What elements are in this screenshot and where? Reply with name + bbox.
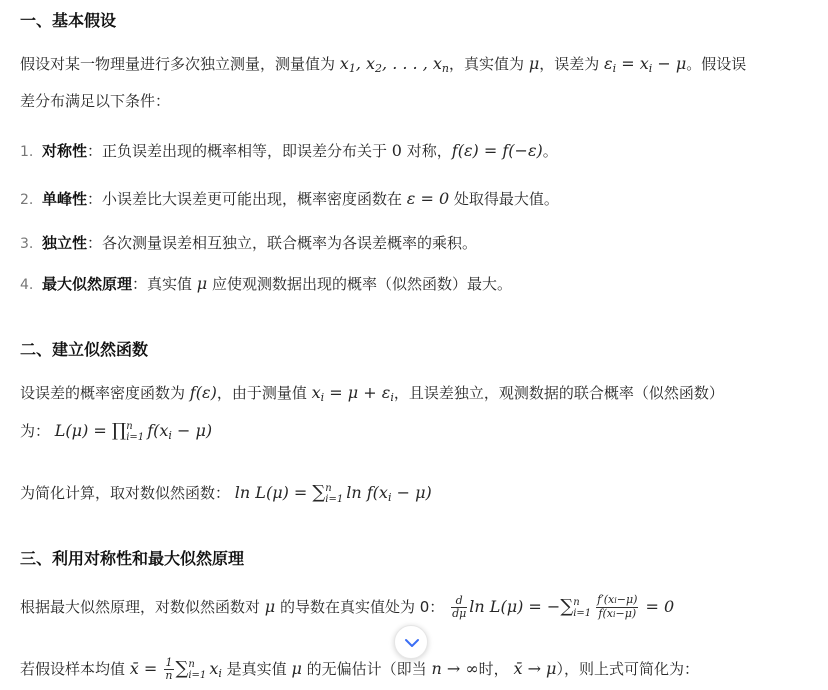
math-measurements: $x_1$, $x_2$, . . . , $x_n$ bbox=[339, 54, 450, 75]
section3-derivative: 根据最大似然原理，对数似然函数对 μ 的导数在真实值处为 0： $\frac{d}{d\mu}$ ln L(μ) = −∑ n i=1 $\frac{f'(xi-\mu)}{f(xi-\mu)}$ = 0 bbox=[20, 593, 675, 620]
section-heading-3: 三、利用对称性和最大似然原理 bbox=[20, 549, 245, 568]
math-pdf: f(ε) bbox=[189, 383, 217, 402]
list-item: 3. 独立性：各次测量误差相互独立，联合概率为各误差概率的乘积。 bbox=[20, 234, 478, 252]
section3-mean: 若假设样本均值 x̄ = $\frac{1}{n}$ ∑ n i=1 $x_i$ 是真实值 μ 的无偏估计（即当 n → ∞时， x̄ → μ），则上式可简化为： bbox=[20, 656, 699, 682]
math-symmetry: f(ε) = f(−ε) bbox=[451, 141, 543, 160]
math-error-def: $\varepsilon_i = x_i - \mu$ bbox=[604, 54, 687, 75]
section-heading-1: 一、基本假设 bbox=[20, 11, 117, 30]
section2-loglik: 为简化计算，取对数似然函数： ln L(μ) = ∑ n i=1 $\ln f(x_i - \mu)$ bbox=[20, 482, 432, 505]
list-item: 4. 最大似然原理：真实值 μ 应使观测数据出现的概率（似然函数）最大。 bbox=[20, 274, 512, 293]
math-mean-limit: x̄ → μ bbox=[513, 659, 557, 678]
math-derivative: $\frac{d}{d\mu}$ ln L(μ) = −∑ n i=1 $\frac{f'(xi-\mu)}{f(xi-\mu)}$ = 0 bbox=[452, 593, 675, 620]
math-measurement-model: $x_i = \mu + \varepsilon_i$ bbox=[311, 383, 394, 404]
math-likelihood: L(μ) = ∏ n i=1 $f(x_i - \mu)$ bbox=[54, 420, 213, 443]
section-heading-2: 二、建立似然函数 bbox=[20, 340, 149, 359]
math-mu: μ bbox=[528, 54, 540, 73]
math-n-limit: n → ∞ bbox=[431, 659, 479, 678]
math-log-likelihood: ln L(μ) = ∑ n i=1 $\ln f(x_i - \mu)$ bbox=[234, 482, 432, 505]
scroll-down-button[interactable] bbox=[394, 625, 428, 659]
math-sample-mean: x̄ = $\frac{1}{n}$ ∑ n i=1 $x_i$ bbox=[129, 656, 222, 682]
chevron-down-icon bbox=[404, 636, 420, 650]
section1-intro: 假设对某一物理量进行多次独立测量，测量值为 $x_1$, $x_2$, . . . , $x_n$，真实值为 μ，误差为 $\varepsilon_i = x_i - \mu$。假设误 差分布满足以下条件： bbox=[20, 54, 747, 110]
math-eps-zero: ε = 0 bbox=[406, 189, 450, 208]
list-item: 2. 单峰性：小误差比大误差更可能出现，概率密度函数在 ε = 0 处取得最大值。 bbox=[20, 189, 559, 208]
section2-likelihood: 设误差的概率密度函数为 f(ε)，由于测量值 $x_i = \mu + \varepsilon_i$，且误差独立，观测数据的联合概率（似然函数） 为： L(μ) = ∏ n i=1 $f(x_i - \mu)$ bbox=[20, 383, 724, 443]
list-item: 1. 对称性：正负误差出现的概率相等，即误差分布关于 0 对称，f(ε) = f(−ε)。 bbox=[20, 141, 558, 160]
